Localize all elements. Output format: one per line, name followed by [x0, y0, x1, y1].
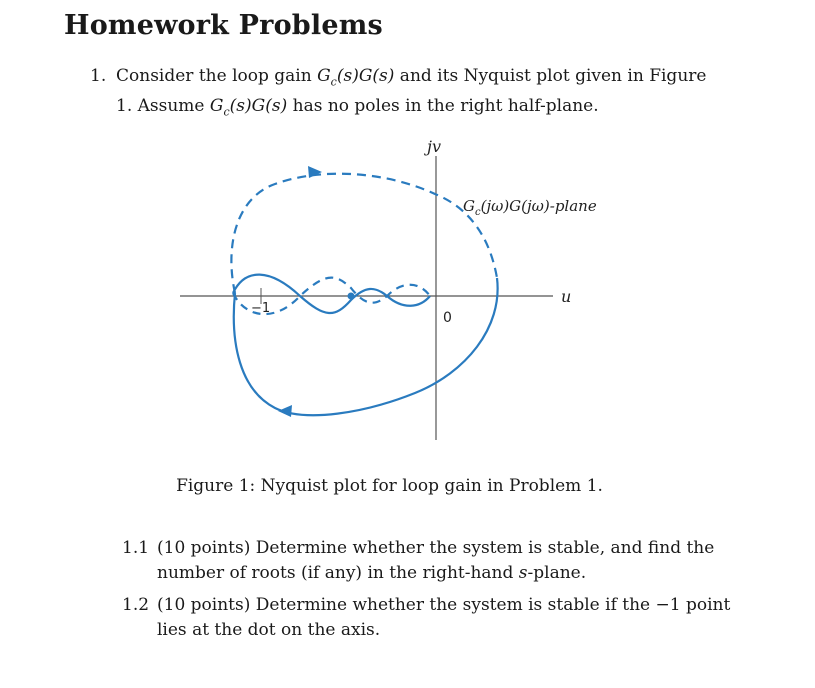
imag-axis-label: jv — [427, 137, 441, 156]
plane-label: $G_c(j\omega)G(j\omega)$-plane — [463, 197, 597, 218]
nyquist-curve-dashed-outer — [231, 174, 497, 293]
problem-statement: Consider the loop gain $G_c(s)G(s)$ and its Nyquist plot given in Figure 1. Assume $G_c(s)G(s)$ has no poles in the right half-plane. — [116, 66, 707, 119]
subproblem-1-1 — [122, 536, 742, 586]
subproblem-number: 1.2 — [122, 595, 150, 615]
direction-arrow-top — [308, 166, 322, 178]
subproblem-text: (10 points) Determine whether the system is stable if the −1 point lies at the dot on the axis. — [157, 595, 731, 640]
nyquist-plot — [175, 128, 605, 448]
nyquist-curve-solid-outer — [234, 278, 498, 415]
subproblem-number: 1.1 — [122, 538, 150, 558]
real-axis-label: u — [561, 287, 572, 306]
origin-label: 0 — [443, 310, 452, 326]
nyquist-figure — [175, 128, 605, 448]
figure-caption: Figure 1: Nyquist plot for loop gain in Problem 1. — [176, 476, 603, 496]
minus-one-label: −1 — [251, 301, 271, 316]
page-heading: Homework Problems — [64, 10, 383, 41]
problem-number: 1. — [90, 66, 107, 86]
direction-arrow-bottom — [278, 405, 292, 417]
axis-dot — [348, 293, 355, 300]
subproblem-text: (10 points) Determine whether the system is stable, and find the number of roots (if any) in the right-hand s-plane. — [157, 538, 715, 583]
subproblem-1-2 — [122, 593, 742, 643]
problem-1 — [90, 64, 770, 125]
